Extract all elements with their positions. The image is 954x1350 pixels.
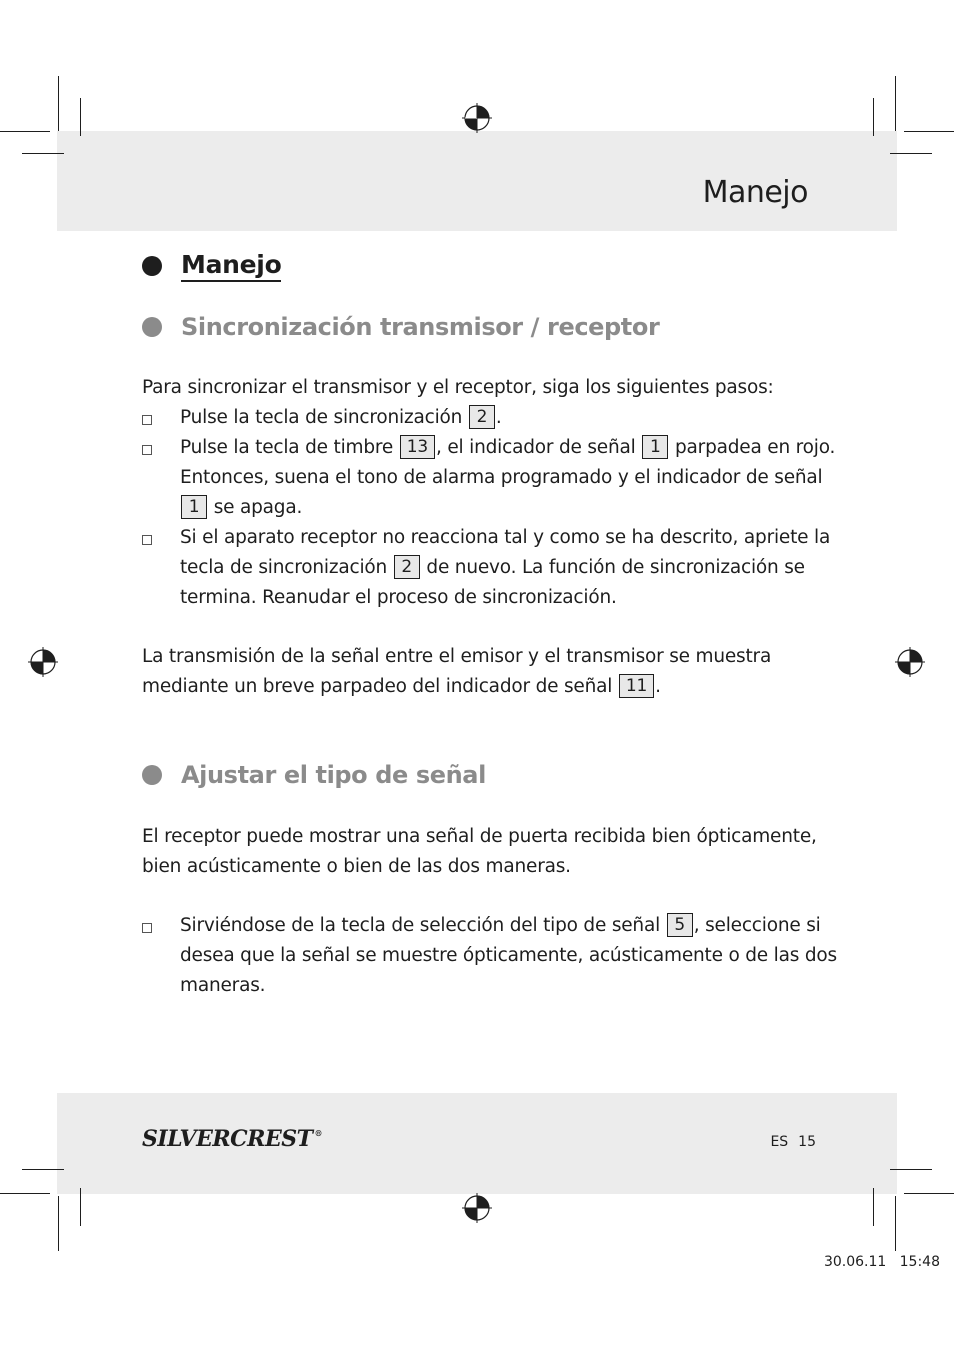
registration-mark-icon [895,647,925,677]
registration-mark-icon [462,1193,492,1223]
section-title-sync: Sincronización transmisor / receptor [181,313,660,341]
sync-step-2: Pulse la tecla de timbre 13 , el indicador de señal 1 parpadea en rojo. Entonces, suena el tono de alarma programado y el indicador de señal 1 se apaga. [142,433,842,523]
crop-mark [904,131,954,132]
checkbox-square-icon [142,923,152,933]
crop-mark [58,1196,59,1251]
ref-number: 5 [667,913,693,937]
registration-mark-icon [462,103,492,133]
ref-number: 1 [642,435,668,459]
checkbox-square-icon [142,415,152,425]
ref-number: 2 [394,555,420,579]
crop-mark [22,1169,64,1170]
section-title-main: Manejo [181,250,281,282]
crop-mark [22,153,64,154]
section-heading-main [142,250,281,282]
brand-logo: SILVERCREST ® [142,1126,322,1152]
checkbox-square-icon [142,445,152,455]
crop-mark [873,1188,874,1226]
crop-mark [890,1169,932,1170]
crop-mark [904,1193,954,1194]
crop-mark [0,1193,50,1194]
section-heading-sync [142,313,659,341]
running-title: Manejo [702,175,808,210]
sync-transmission-note: La transmisión de la señal entre el emisor y el transmisor se muestra mediante un breve parpadeo del indicador de señal 11 . [142,646,772,697]
crop-mark [0,131,50,132]
registration-mark-icon [28,647,58,677]
sync-step-3: Si el aparato receptor no reacciona tal y como se ha descrito, apriete la tecla de sincronización 2 de nuevo. La función de sincronización se termina. Reanudar el proceso de sincronización. [142,523,842,613]
section-heading-signal [142,761,486,789]
sync-step-1: Pulse la tecla de sincronización 2 . [142,403,842,433]
crop-mark [895,1196,896,1251]
ref-number: 1 [181,495,207,519]
crop-mark [80,98,81,136]
signal-intro: El receptor puede mostrar una señal de puerta recibida bien ópticamente, bien acústicamente o bien de las dos maneras. [142,826,817,877]
page-info [770,1134,816,1150]
section-title-signal: Ajustar el tipo de señal [181,761,486,789]
bullet-icon [142,256,162,276]
bullet-icon [142,317,162,337]
print-timestamp: 30.06.11 15:48 [823,1254,940,1270]
crop-mark [873,98,874,136]
ref-number: 2 [469,405,495,429]
checkbox-square-icon [142,535,152,545]
signal-step-1: Sirviéndose de la tecla de selección del tipo de señal 5 , seleccione si desea que la señal se muestre ópticamente, acústicamente o de las dos maneras. [142,911,842,1001]
page-number: 15 [798,1134,816,1150]
ref-number: 11 [619,674,654,698]
ref-number: 13 [400,435,435,459]
crop-mark [890,153,932,154]
sync-intro: Para sincronizar el transmisor y el receptor, siga los siguientes pasos: [142,377,774,398]
language-code: ES [770,1134,789,1150]
crop-mark [58,76,59,131]
bullet-icon [142,765,162,785]
crop-mark [895,76,896,131]
crop-mark [80,1188,81,1226]
